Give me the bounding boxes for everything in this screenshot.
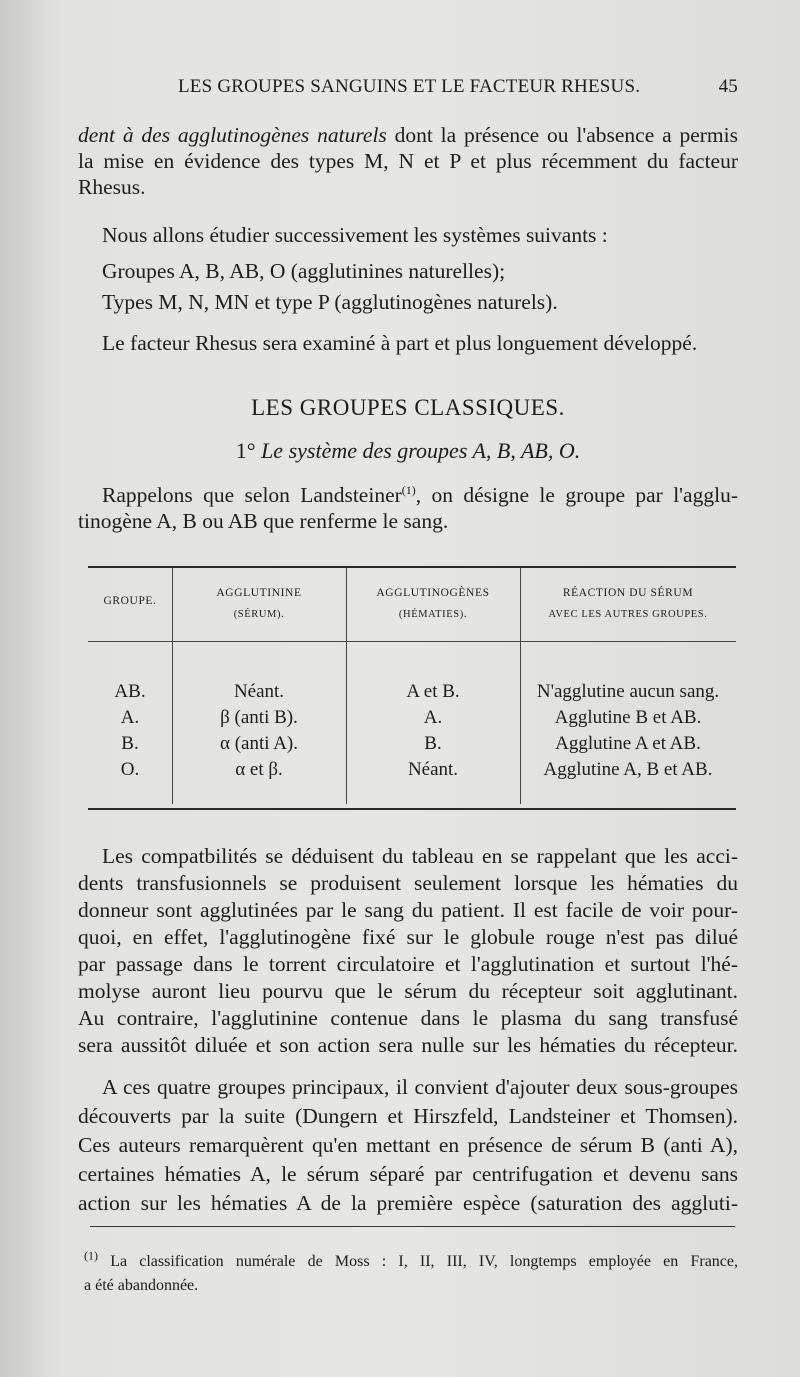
page-number: 45 xyxy=(718,76,738,97)
landsteiner-line-1-b: , on désigne le groupe par l'agglu- xyxy=(415,483,738,507)
header-reaction xyxy=(520,582,736,626)
compat-line: Au contraire, l'agglutinine contenue dans le plasma du sang transfusé xyxy=(78,1006,738,1030)
header-reaction-sub: AVEC LES AUTRES GROUPES. xyxy=(548,609,708,620)
subsection-title xyxy=(78,438,738,464)
compat-line: molyse auront lieu pourvu que le sérum du récepteur soit agglutinant. xyxy=(78,979,738,1003)
subgroups-paragraph xyxy=(78,1073,738,1218)
cell-agglutinogenes: A. xyxy=(423,707,443,728)
footnote-reference: (1) xyxy=(401,482,416,497)
compat-line: quoi, en effet, l'agglutinogène fixé sur le globule rouge n'est pas dilué xyxy=(78,925,738,949)
subgroups-line: A ces quatre groupes principaux, il convient d'ajouter deux sous-groupes xyxy=(102,1075,738,1099)
compat-paragraph xyxy=(78,843,738,1059)
cell-agglutinine: Néant. xyxy=(233,681,285,702)
header-agglutinogenes-sub: (HÉMATIES). xyxy=(398,609,468,620)
cell-groupe: AB. xyxy=(114,681,146,702)
running-head xyxy=(78,76,738,104)
subgroups-line: certaines hématies A, le sérum séparé par centrifugation et devenu sans xyxy=(78,1162,738,1186)
landsteiner-line-1-a: Rappelons que selon Landsteiner xyxy=(102,483,402,507)
table-row xyxy=(88,732,736,756)
running-head-title: LES GROUPES SANGUINS ET LE FACTEUR RHESUS. xyxy=(178,76,641,97)
footnote xyxy=(84,1250,738,1298)
header-agglutinine xyxy=(172,582,346,626)
table-row xyxy=(88,680,736,704)
subgroups-line: Ces auteurs remarquèrent qu'en mettant en présence de sérum B (anti A), xyxy=(78,1133,738,1157)
compat-line: sera aussitôt diluée et son action sera nulle sur les hématies du récepteur. xyxy=(78,1033,738,1057)
intro-line-1 xyxy=(78,122,738,148)
cell-groupe: A. xyxy=(120,707,140,728)
system-item-groups: Groupes A, B, AB, O (agglutinines naturelles); xyxy=(102,259,506,283)
header-agglutinine-label: AGGLUTININE xyxy=(216,587,302,599)
intro-line-1-rest: dont la présence ou l'absence a permis xyxy=(386,123,738,147)
rhesus-note-line: Le facteur Rhesus sera examiné à part et plus longuement développé. xyxy=(102,331,698,355)
cell-agglutinogenes: A et B. xyxy=(406,681,460,702)
cell-reaction: Agglutine B et AB. xyxy=(554,707,702,728)
study-intro xyxy=(78,222,738,248)
intro-line-2: la mise en évidence des types M, N et P et plus récemment du facteur xyxy=(78,149,738,173)
intro-italic-phrase: dent à des agglutinogènes naturels xyxy=(78,123,387,147)
section-title: LES GROUPES CLASSIQUES. xyxy=(251,395,565,420)
header-reaction-label: RÉACTION DU SÉRUM xyxy=(562,587,694,599)
cell-groupe: B. xyxy=(121,733,139,754)
cell-agglutinogenes: Néant. xyxy=(407,759,459,780)
subgroups-line: action sur les hématies A de la première espèce (saturation des aggluti- xyxy=(78,1191,738,1215)
footnote-line-1 xyxy=(84,1250,738,1274)
table-row xyxy=(88,758,736,782)
footnote-line-2: a été abandonnée. xyxy=(84,1277,199,1294)
subgroups-line: découverts par la suite (Dungern et Hirszfeld, Landsteiner et Thomsen). xyxy=(78,1104,738,1128)
intro-paragraph xyxy=(78,122,738,200)
landsteiner-line-2: tinogène A, B ou AB que renferme le sang. xyxy=(78,509,449,533)
subsection-number: 1° xyxy=(235,438,256,463)
landsteiner-paragraph xyxy=(78,482,738,534)
blood-group-table xyxy=(88,566,736,810)
header-groupe: GROUPE. xyxy=(103,595,157,607)
footnote-rule xyxy=(90,1226,735,1227)
study-intro-line: Nous allons étudier successivement les systèmes suivants : xyxy=(102,223,608,247)
landsteiner-line-1 xyxy=(78,482,738,508)
systems-list xyxy=(78,258,738,315)
compat-line: par passage dans le torrent circulatoire et l'agglutination et surtout l'hé- xyxy=(78,952,738,976)
system-item-types: Types M, N, MN et type P (agglutinogènes naturels). xyxy=(102,290,558,314)
cell-agglutinogenes: B. xyxy=(424,733,442,754)
cell-agglutinine: α (anti A). xyxy=(219,733,299,754)
compat-line: dents transfusionnels se produisent seulement lorsque les hématies du xyxy=(78,871,738,895)
compat-line: Les compatbilités se déduisent du tableau en se rappelant que les acci- xyxy=(102,844,738,868)
footnote-text-1: La classification numérale de Moss : I, II, III, IV, longtemps employée en France, xyxy=(98,1253,738,1270)
subsection-heading: Le système des groupes A, B, AB, O. xyxy=(261,438,581,463)
footnote-marker: (1) xyxy=(84,1248,98,1263)
cell-agglutinine: α et β. xyxy=(235,759,283,780)
cell-agglutinine: β (anti B). xyxy=(220,707,298,728)
cell-reaction: N'agglutine aucun sang. xyxy=(536,681,720,702)
header-agglutinine-sub: (SÉRUM). xyxy=(233,609,285,620)
table-row xyxy=(88,706,736,730)
table-header-rule xyxy=(88,641,736,642)
intro-line-3: Rhesus. xyxy=(78,175,146,199)
cell-groupe: O. xyxy=(120,759,140,780)
compat-line: donneur sont agglutinées par le sang du patient. Il est facile de voir pour- xyxy=(78,898,738,922)
cell-reaction: Agglutine A et AB. xyxy=(555,733,701,754)
rhesus-note xyxy=(78,330,738,356)
cell-reaction: Agglutine A, B et AB. xyxy=(543,759,713,780)
header-agglutinogenes xyxy=(346,582,520,626)
header-agglutinogenes-label: AGGLUTINOGÈNES xyxy=(376,587,490,599)
